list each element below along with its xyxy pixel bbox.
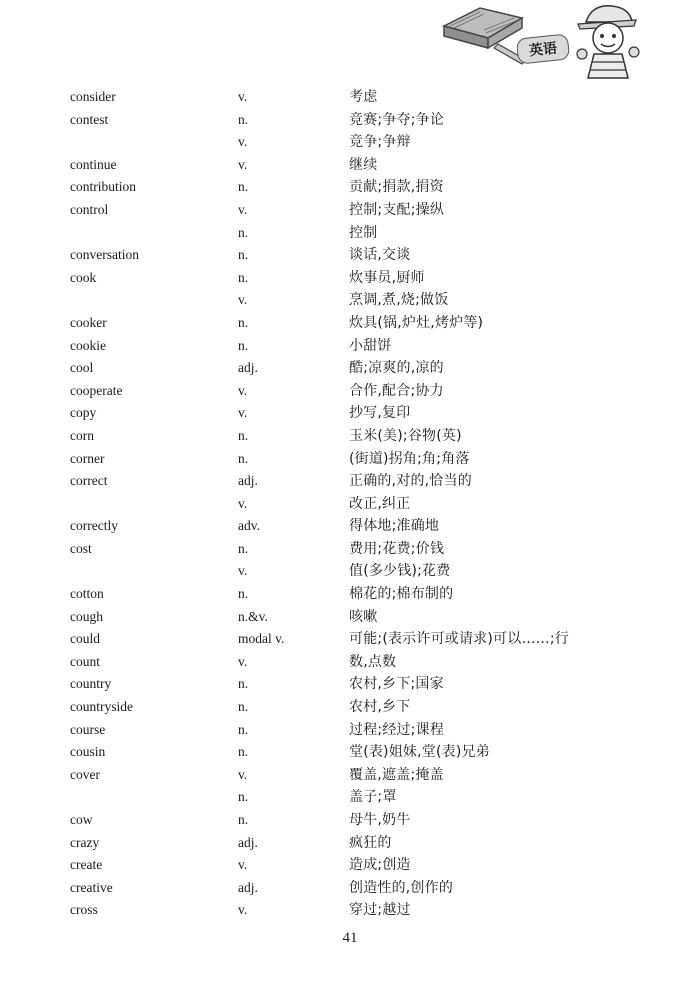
part-of-speech: n. [238, 744, 249, 760]
chinese-meaning: (街道)拐角;角;角落 [349, 450, 470, 467]
chinese-meaning: 造成;创造 [349, 857, 411, 874]
entry-word: cow [70, 812, 93, 827]
part-of-speech: adj. [238, 473, 258, 489]
vocabulary-row [0, 786, 700, 809]
chinese-meaning: 竞争;争辩 [349, 134, 411, 151]
entry-word: cover [70, 766, 100, 782]
vocabulary-row [0, 335, 700, 358]
chinese-meaning: 数,点数 [349, 653, 397, 670]
part-of-speech: n. [238, 586, 249, 602]
entry-word: count [70, 653, 100, 669]
vocabulary-row [0, 402, 700, 425]
vocabulary-row [0, 560, 700, 583]
part-of-speech: adv. [238, 518, 260, 534]
chinese-meaning: 穿过;越过 [349, 902, 411, 919]
vocabulary-row [0, 154, 700, 177]
entry-word: corn [70, 427, 94, 443]
vocabulary-row [0, 222, 700, 245]
chinese-meaning: 控制;支配;操纵 [349, 201, 445, 218]
vocabulary-row [0, 176, 700, 199]
entry-word: cook [70, 269, 97, 285]
part-of-speech: n. [238, 179, 249, 195]
vocabulary-row [0, 741, 700, 764]
part-of-speech: n. [238, 450, 249, 466]
vocabulary-row [0, 131, 700, 154]
entry-word: conversation [70, 247, 139, 263]
entry-word: cousin [70, 744, 106, 760]
vocabulary-row [0, 448, 700, 471]
entry-word: countryside [70, 699, 133, 715]
chinese-meaning: 值(多少钱);花费 [349, 563, 451, 580]
entry-word: country [70, 676, 112, 692]
chinese-meaning: 咳嗽 [349, 608, 378, 625]
chinese-meaning: 玉米(美);谷物(英) [349, 427, 462, 444]
part-of-speech: adj. [238, 879, 258, 895]
part-of-speech: v. [238, 134, 248, 150]
chinese-meaning: 继续 [349, 156, 378, 173]
vocabulary-row [0, 877, 700, 900]
vocabulary-row [0, 832, 700, 855]
entry-word: correctly [70, 518, 118, 534]
entry-word: creative [70, 879, 113, 895]
part-of-speech: n. [238, 812, 249, 827]
chinese-meaning: 竞赛;争夺;争论 [349, 111, 445, 128]
entry-word: contribution [70, 179, 136, 195]
chinese-meaning: 谈话,交谈 [349, 247, 411, 264]
chinese-meaning: 创造性的,创作的 [349, 879, 454, 896]
chinese-meaning: 疯狂的 [349, 834, 392, 851]
entry-word: cost [70, 540, 92, 556]
chinese-meaning: 农村,乡下 [349, 699, 411, 716]
vocabulary-row [0, 199, 700, 222]
part-of-speech: n.&v. [238, 608, 268, 624]
chinese-meaning: 费用;花费;价钱 [349, 540, 445, 557]
part-of-speech: v. [238, 405, 248, 421]
entry-word: cough [70, 608, 103, 624]
part-of-speech: n. [238, 789, 249, 805]
entry-word: consider [70, 89, 116, 104]
vocabulary-row [0, 357, 700, 380]
part-of-speech: v. [238, 201, 248, 217]
chinese-meaning: 考虑 [349, 89, 378, 105]
chinese-meaning: 烹调,煮,烧;做饭 [349, 292, 449, 309]
vocabulary-row [0, 606, 700, 629]
part-of-speech: modal v. [238, 631, 285, 647]
entry-word: cotton [70, 586, 104, 602]
part-of-speech: v. [238, 902, 248, 918]
vocabulary-list [0, 86, 700, 922]
entry-word: course [70, 721, 106, 737]
part-of-speech: n. [238, 314, 249, 330]
part-of-speech: n. [238, 676, 249, 692]
part-of-speech: n. [238, 699, 249, 715]
part-of-speech: n. [238, 721, 249, 737]
part-of-speech: n. [238, 427, 249, 443]
chinese-meaning: 覆盖,遮盖;掩盖 [349, 766, 444, 783]
entry-word: correct [70, 473, 108, 489]
vocabulary-row [0, 583, 700, 606]
chinese-meaning: 改正,纠正 [349, 495, 411, 512]
part-of-speech: n. [238, 269, 249, 285]
chinese-meaning: 炊事员,厨师 [349, 269, 425, 286]
part-of-speech: n. [238, 224, 249, 240]
part-of-speech: v. [238, 653, 248, 669]
part-of-speech: n. [238, 111, 249, 127]
vocabulary-row [0, 515, 700, 538]
vocabulary-row [0, 628, 700, 651]
vocabulary-row [0, 651, 700, 674]
page-number: 41 [342, 930, 358, 946]
chinese-meaning: 可能;(表示许可或请求)可以……;行 [349, 631, 569, 648]
subject-badge: 英语 [516, 33, 570, 64]
part-of-speech: v. [238, 382, 248, 398]
vocabulary-row [0, 719, 700, 742]
part-of-speech: v. [238, 563, 248, 579]
entry-word: control [70, 201, 109, 217]
entry-word: could [70, 631, 100, 647]
part-of-speech: v. [238, 89, 248, 104]
part-of-speech: v. [238, 156, 248, 172]
chinese-meaning: 炊具(锅,炉灶,烤炉等) [349, 314, 484, 331]
entry-word: cool [70, 360, 94, 376]
vocabulary-row [0, 764, 700, 787]
chinese-meaning: 酷;凉爽的,凉的 [349, 360, 444, 377]
entry-word: cooperate [70, 382, 123, 398]
part-of-speech: v. [238, 857, 248, 873]
entry-word: cookie [70, 337, 106, 353]
part-of-speech: n. [238, 247, 249, 263]
open-book-icon [440, 4, 530, 66]
entry-word: copy [70, 405, 97, 421]
cartoon-boy-icon [572, 2, 644, 80]
part-of-speech: n. [238, 337, 249, 353]
part-of-speech: adj. [238, 834, 258, 850]
entry-word: crazy [70, 834, 100, 850]
vocabulary-row [0, 854, 700, 877]
part-of-speech: n. [238, 540, 249, 556]
chinese-meaning: 贡献;捐款,捐资 [349, 179, 444, 196]
vocabulary-row [0, 289, 700, 312]
chinese-meaning: 得体地;准确地 [349, 518, 440, 535]
vocabulary-row [0, 380, 700, 403]
chinese-meaning: 盖子;罩 [349, 789, 397, 806]
vocabulary-row [0, 899, 700, 922]
chinese-meaning: 小甜饼 [349, 337, 392, 354]
vocabulary-row [0, 538, 700, 561]
vocabulary-row [0, 244, 700, 267]
chinese-meaning: 棉花的;棉布制的 [349, 586, 454, 603]
chinese-meaning: 控制 [349, 224, 378, 241]
vocabulary-row [0, 86, 700, 109]
part-of-speech: v. [238, 495, 248, 511]
entry-word: corner [70, 450, 105, 466]
vocabulary-row [0, 673, 700, 696]
chinese-meaning: 母牛,奶牛 [349, 812, 411, 828]
entry-word: create [70, 857, 103, 873]
vocabulary-row [0, 267, 700, 290]
entry-word: contest [70, 111, 109, 127]
entry-word: cooker [70, 314, 107, 330]
vocabulary-row [0, 696, 700, 719]
vocabulary-row [0, 425, 700, 448]
part-of-speech: adj. [238, 360, 258, 376]
entry-word: continue [70, 156, 117, 172]
entry-word: cross [70, 902, 98, 918]
vocabulary-row [0, 312, 700, 335]
chinese-meaning: 合作,配合;协力 [349, 382, 444, 399]
chinese-meaning: 农村,乡下;国家 [349, 676, 444, 693]
vocabulary-row [0, 470, 700, 493]
chinese-meaning: 抄写,复印 [349, 405, 411, 422]
vocabulary-row [0, 109, 700, 132]
part-of-speech: v. [238, 766, 248, 782]
chinese-meaning: 过程;经过;课程 [349, 721, 445, 738]
chinese-meaning: 正确的,对的,恰当的 [349, 473, 472, 490]
chinese-meaning: 堂(表)姐妹,堂(表)兄弟 [349, 744, 490, 761]
vocabulary-row [0, 493, 700, 516]
part-of-speech: v. [238, 292, 248, 308]
vocabulary-row [0, 809, 700, 832]
